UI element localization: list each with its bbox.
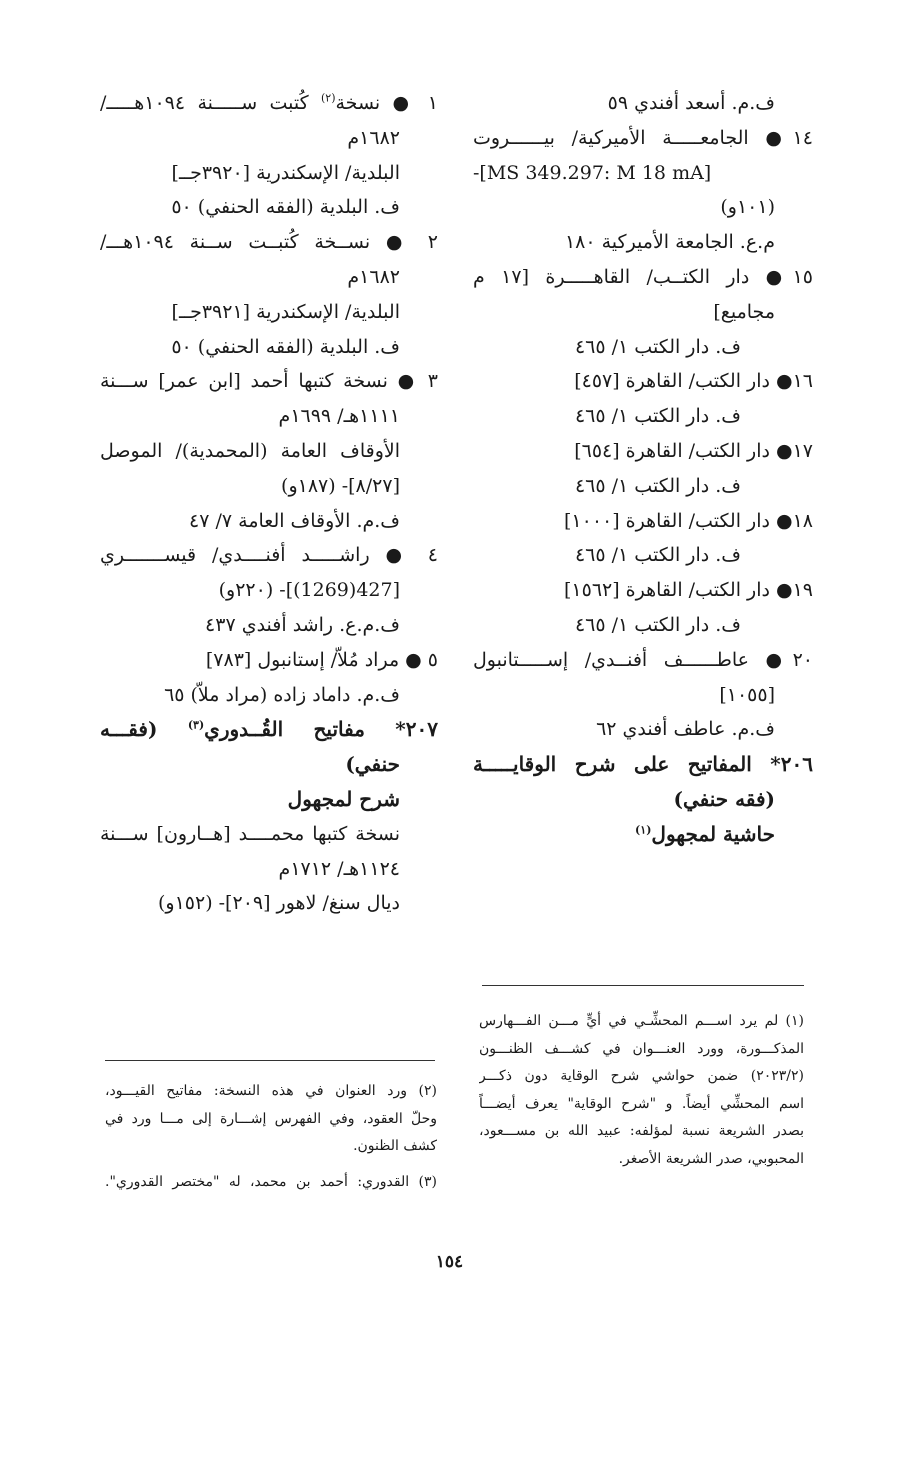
text-line-text: [١٠٥٥] [719,683,775,706]
text-line-text: ديال سنغ/ لاهور [٢٠٩]- (١٥٢و) [157,892,400,915]
footnote-line [105,1106,437,1134]
text-line [473,86,813,121]
text-line-text: البلدية/ الإسكندرية [٣٩٢١جــ] [171,300,400,323]
page-number: ١٥٤ [435,1252,464,1272]
text-line [100,260,438,295]
footnote-line-text: المذكـــورة، وورد العنـــوان في كشـــف الظنـــون [479,1040,804,1057]
text-line [100,643,438,678]
text-line [100,852,438,887]
text-line [100,434,438,469]
text-line [473,573,813,608]
text-line-text: ف. دار الكتب ١/ ٤٦٥ [574,335,741,358]
text-line [100,364,438,399]
text-line [473,747,813,782]
text-line [100,573,438,608]
footnote-gap [105,1161,437,1169]
footnote-line [105,1169,437,1197]
text-line [100,190,438,225]
text-line [473,295,813,330]
footnote-line [479,1008,804,1036]
footnote-separator-right [482,985,804,986]
text-line-text: ٢٠٧* مفاتيح القُــدوري [204,717,438,742]
text-line-text: ١٦● دار الكتب/ القاهرة [٤٥٧] [574,370,813,393]
text-line [473,504,813,539]
text-line [473,538,813,573]
footnote-line-text: (٢) ورد العنوان في هذه النسخة: مفاتيح القيـــود، [105,1083,437,1099]
left-column [100,86,438,921]
text-line [473,678,813,713]
footnote-line-text: (٢٠٢٣/٢) ضمن حواشي شرح الوقاية دون ذكـــر [479,1068,804,1084]
text-line [473,190,813,225]
text-line-text: ٣ ● نسخة كتبها أحمد [ابن عمر] ســـنة [100,370,438,393]
text-line-text: ف. البلدية (الفقه الحنفي) ٥٠ [171,335,400,358]
text-line [100,156,438,191]
text-line-text: حنفي) [345,752,400,777]
text-line-text: ف. دار الكتب ١/ ٤٦٥ [574,405,741,428]
text-line-text: ١٥● دار الكتــب/ القاهـــــرة [١٧ م [473,265,813,288]
footnotes-right [479,1008,804,1173]
text-line [100,886,438,921]
text-line-text: ف.م. عاطف أفندي ٦٢ [596,718,775,741]
footnote-line-text: (١) لم يرد اســـم المحشِّـي في أيٍّ مـــن الفـــهارس [479,1013,804,1029]
footnote-line [105,1078,437,1106]
text-line-text: ١ ● نسخة [335,92,438,114]
text-line-text: م.ع. الجامعة الأميركية ١٨٠ [564,231,775,254]
text-line [473,156,813,191]
text-line [473,817,813,852]
text-line-text: -[MS 349.297: M 18 mA] [473,161,712,184]
text-line-text: ف. البلدية (الفقه الحنفي) ٥٠ [171,196,400,219]
footnote-line [479,1091,804,1119]
footnote-marker: (٢) [320,91,336,105]
text-line-text: ف.م. الأوقاف العامة ٧/ ٤٧ [189,509,400,532]
text-line-text: ١٩● دار الكتب/ القاهرة [١٥٦٢] [563,579,813,602]
text-line-text: ١٦٨٢م [347,126,400,149]
text-line [473,712,813,747]
text-line-text: الأوقاف العامة (المحمدية)/ الموصل [100,439,400,462]
footnote-line [105,1133,437,1161]
text-line [100,608,438,643]
footnotes-left [105,1078,437,1196]
footnote-separator-left [105,1060,435,1061]
text-line-text: ف.م. أسعد أفندي ٥٩ [607,92,775,114]
right-column [473,86,813,852]
text-line-text: البلدية/ الإسكندرية [٣٩٢٠جــ] [171,161,400,184]
footnote-line-text: وحلّ العقود، وفي الفهرس إشـــارة إلى مـــا ورد في [105,1110,437,1127]
text-line-text: [427(1269)]- (٢٢٠و) [218,579,400,602]
text-line [100,86,438,121]
text-line-text: ف.م.ع. راشد أفندي ٤٣٧ [205,613,400,636]
text-line [100,121,438,156]
footnote-line-text: (٣) القدوري: أحمد بن محمد، له "مختصر القدوري". [105,1173,437,1190]
footnote-line-text: المحبوبي، صدر الشريعة الأصغر. [618,1150,804,1167]
text-line-text: ١٨● دار الكتب/ القاهرة [١٠٠٠] [563,509,813,532]
text-line [100,747,438,782]
footnote-line-text: اسم المحشِّي أيضاً. و "شرح الوقاية" يعرف أيضـــاً [479,1095,804,1112]
text-line-text: (١٠١و) [720,196,775,219]
text-line-text: ١١١١هـ/ ١٦٩٩م [278,405,400,428]
text-line [100,782,438,817]
footnote-marker: (١) [635,823,652,837]
text-line-text: ف. دار الكتب ١/ ٤٦٥ [574,544,741,567]
text-line-text: ٢٠٦* المفاتيح على شرح الوقايـــــة [473,752,813,777]
text-line [473,330,813,365]
text-line [100,295,438,330]
footnote-line-text: كشف الظنون. [353,1138,437,1154]
text-line [473,782,813,817]
text-line [473,469,813,504]
text-line [100,678,438,713]
footnote-line [479,1036,804,1064]
text-line [473,364,813,399]
text-line [100,504,438,539]
text-line-text: ١٧● دار الكتب/ القاهرة [٦٥٤] [574,439,813,462]
text-line-text: ٤ ● راشـــــد أفنــــدي/ قيســـــــري [100,544,438,567]
text-line-text: ٥ ● مراد مُلاّ/ إستانبول [٧٨٣] [205,648,438,671]
text-line [473,260,813,295]
text-line [100,538,438,573]
text-line-text: كُتبت ســـــنة ١٠٩٤هـــــ/ [100,92,321,114]
text-line [100,817,438,852]
footnote-line [479,1063,804,1091]
text-line-text: ف. دار الكتب ١/ ٤٦٥ [574,613,741,636]
footnote-marker: (٣) [187,718,205,732]
text-line [473,225,813,260]
text-line [473,399,813,434]
footnote-line [479,1118,804,1146]
text-line-text: مجاميع] [713,300,775,323]
text-line-text: حاشية لمجهول [651,821,775,846]
text-line-text: ف.م. داماد زاده (مراد ملاّ) ٦٥ [164,683,400,706]
text-line-text: ف. دار الكتب ١/ ٤٦٥ [574,474,741,497]
text-line [473,643,813,678]
text-line-text: (فقه حنفي) [673,786,775,811]
footnote-line-text: بصدر الشريعة نسبة لمؤلفه: عبيد الله بن مســـعود، [479,1123,804,1139]
text-line-text: (فقـــه [100,717,188,742]
text-line-text: نسخة كتبها محمــــد [هــارون] ســـنة [100,822,400,845]
text-line [473,608,813,643]
text-line [100,469,438,504]
text-line-text: [٨/٢٧]- (١٨٧و) [281,474,400,497]
text-line-text: ١٦٨٢م [347,265,400,288]
text-line [100,225,438,260]
text-line-text: ١١٢٤هـ/ ١٧١٢م [278,857,400,880]
text-line-text: ١٤● الجامعـــــة الأميركية/ بيــــــروت [473,126,813,149]
text-line [100,712,438,747]
text-line [100,330,438,365]
text-line-text: ٢ ● نســخة كُتبــت ســنة ١٠٩٤هـــ/ [100,231,438,254]
text-line [473,121,813,156]
text-line [473,434,813,469]
text-line-text: ٢٠● عاطــــــف أفنــدي/ إســـــتانبول [473,648,813,671]
text-line [100,399,438,434]
text-line-text: شرح لمجهول [287,786,400,811]
footnote-line [479,1146,804,1174]
